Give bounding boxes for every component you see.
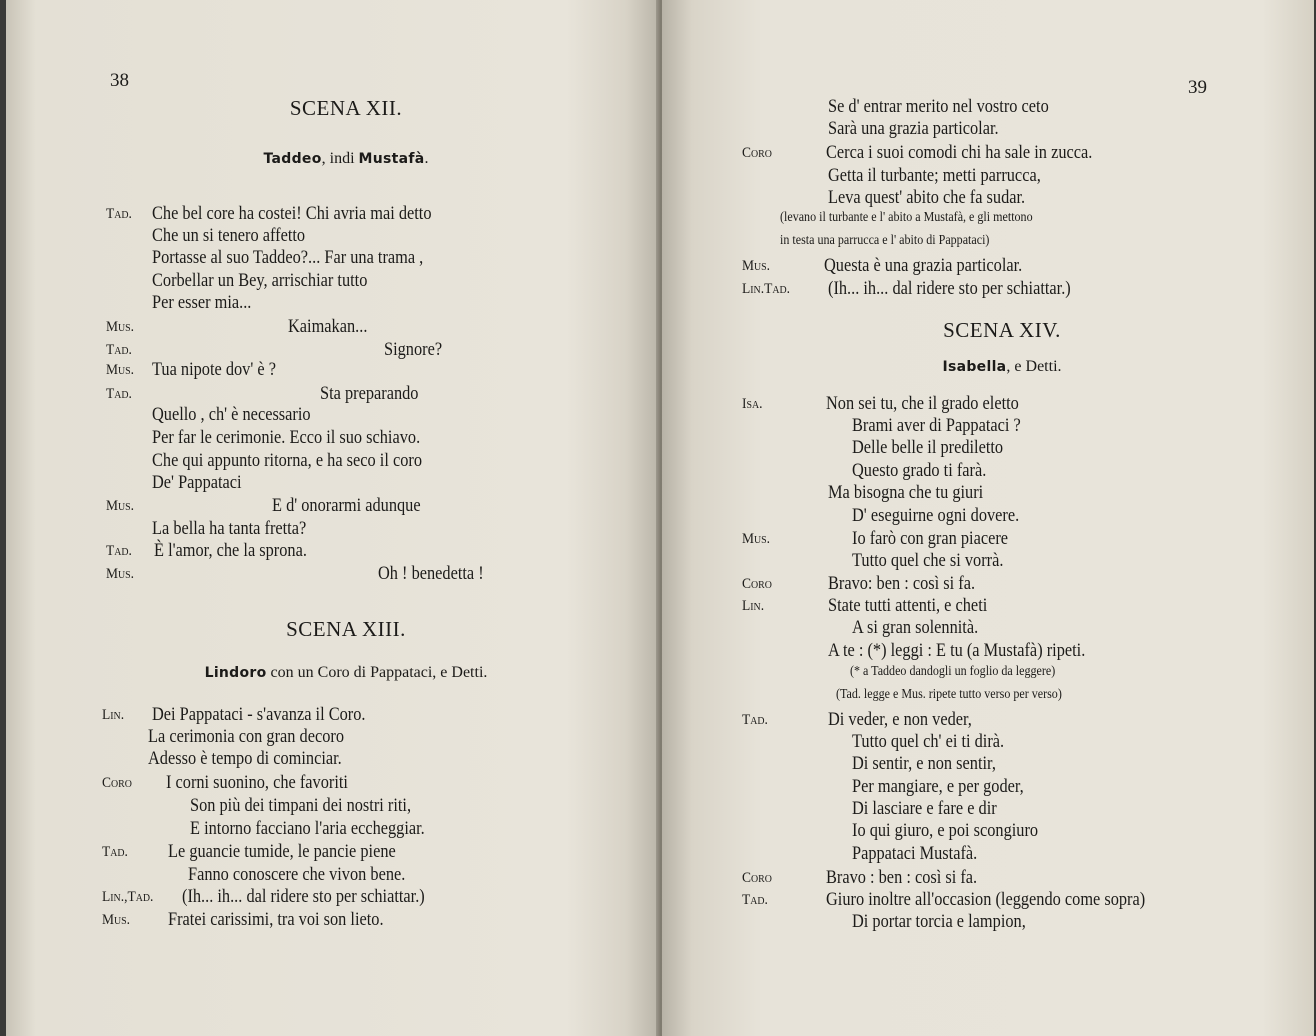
verse-line: Bravo : ben : così si fa. <box>826 867 978 888</box>
verse-line: Tutto quel che si vorrà. <box>852 550 1004 571</box>
speaker-label: Tad. <box>106 342 132 358</box>
verse-line: Questo grado ti farà. <box>852 460 987 481</box>
stage-direction: in testa una parrucca e l' abito di Pappataci) <box>780 233 990 248</box>
speaker-label: Tad. <box>106 386 132 402</box>
page-number-left: 38 <box>110 70 129 91</box>
verse-line: A si gran solennità. <box>852 617 979 638</box>
stage-direction: (Tad. legge e Mus. ripete tutto verso per verso) <box>836 687 1062 702</box>
verse-line: Tua nipote dov' è ? <box>152 359 276 380</box>
cast-text: , e Detti. <box>1006 358 1062 375</box>
speaker-label: Mus. <box>106 362 135 378</box>
speaker-label: Coro <box>742 145 772 161</box>
verse-line: Leva quest' abito che fa sudar. <box>828 187 1026 208</box>
speaker-label: Lin. <box>102 707 125 723</box>
verse-line: Brami aver di Pappataci ? <box>852 415 1021 436</box>
verse-line: Se d' entrar merito nel vostro ceto <box>828 96 1049 117</box>
cast-text: . <box>424 150 429 167</box>
scene-cast <box>862 358 1142 376</box>
verse-line: (Ih... ih... dal ridere sto per schiattar.) <box>182 886 425 907</box>
verse-line: Per far le cerimonie. Ecco il suo schiavo. <box>152 427 421 448</box>
verse-line: E intorno facciano l'aria eccheggiar. <box>190 818 425 839</box>
verse-line: Di lasciare e fare e dir <box>852 798 997 819</box>
speaker-label: Lin. <box>742 598 765 614</box>
verse-line: D' eseguirne ogni dovere. <box>852 505 1020 526</box>
page-number-right: 39 <box>1188 77 1207 98</box>
speaker-label: Lin.,Tad. <box>102 889 154 905</box>
verse-line: Che qui appunto ritorna, e ha seco il coro <box>152 450 422 471</box>
verse-line: Adesso è tempo di cominciar. <box>148 748 342 769</box>
speaker-label: Mus. <box>106 498 135 514</box>
verse-line: State tutti attenti, e cheti <box>828 595 988 616</box>
cast-text: , indi <box>321 150 359 167</box>
stage-direction: (levano il turbante e l' abito a Mustafà, e gli mettono <box>780 210 1033 225</box>
speaker-label: Tad. <box>742 712 768 728</box>
verse-line: Oh ! benedetta ! <box>378 563 484 584</box>
verse-line: Giuro inoltre all'occasion (leggendo come sopra) <box>826 889 1146 910</box>
verse-line: Di sentir, e non sentir, <box>852 753 996 774</box>
verse-line: Dei Pappataci - s'avanza il Coro. <box>152 704 366 725</box>
verse-line: Fratei carissimi, tra voi son lieto. <box>168 909 384 930</box>
verse-line: Delle belle il prediletto <box>852 437 1004 458</box>
speaker-label: Coro <box>742 870 772 886</box>
verse-line: Di veder, e non veder, <box>828 709 972 730</box>
verse-line: Signore? <box>384 339 443 360</box>
speaker-label: Mus. <box>106 319 135 335</box>
verse-line: Io farò con gran piacere <box>852 528 1009 549</box>
cast-name: Isabella <box>942 359 1007 375</box>
verse-line: Sarà una grazia particolar. <box>828 118 999 139</box>
right-page <box>662 0 1314 1036</box>
verse-line: Che un si tenero affetto <box>152 225 306 246</box>
scene-title: SCENA XIV. <box>943 318 1061 342</box>
scene-cast <box>126 664 566 682</box>
verse-line: È l'amor, che la sprona. <box>154 540 307 561</box>
verse-line: Kaimakan... <box>288 316 368 337</box>
verse-line: Pappataci Mustafà. <box>852 843 978 864</box>
verse-line: Questa è una grazia particolar. <box>824 255 1023 276</box>
speaker-label: Mus. <box>102 912 131 928</box>
speaker-label: Lin.Tad. <box>742 281 790 297</box>
speaker-label: Tad. <box>102 844 128 860</box>
scene-title: SCENA XIII. <box>286 617 406 641</box>
verse-line: De' Pappataci <box>152 472 242 493</box>
verse-line: (Ih... ih... dal ridere sto per schiattar.) <box>828 278 1071 299</box>
scene-cast <box>166 150 526 168</box>
verse-line: Cerca i suoi comodi chi ha sale in zucca. <box>826 142 1093 163</box>
cast-name: Lindoro <box>204 665 267 681</box>
verse-line: Sta preparando <box>320 383 419 404</box>
speaker-label: Coro <box>742 576 772 592</box>
cast-name: Mustafà <box>358 151 425 167</box>
verse-line: Ma bisogna che tu giuri <box>828 482 984 503</box>
speaker-label: Mus. <box>742 531 771 547</box>
verse-line: Per esser mia... <box>152 292 252 313</box>
verse-line: Quello , ch' è necessario <box>152 404 311 425</box>
verse-line: Getta il turbante; metti parrucca, <box>828 165 1041 186</box>
cast-name: Taddeo <box>263 151 322 167</box>
verse-line: Portasse al suo Taddeo?... Far una trama , <box>152 247 424 268</box>
cast-text: con un Coro di Pappataci, e Detti. <box>266 664 488 681</box>
verse-line: Tutto quel ch' ei ti dirà. <box>852 731 1005 752</box>
speaker-label: Tad. <box>106 206 132 222</box>
verse-line: Non sei tu, che il grado eletto <box>826 393 1019 414</box>
verse-line: I corni suonino, che favoriti <box>166 772 348 793</box>
verse-line: E d' onorarmi adunque <box>272 495 421 516</box>
verse-line: Le guancie tumide, le pancie piene <box>168 841 396 862</box>
verse-line: La cerimonia con gran decoro <box>148 726 344 747</box>
speaker-label: Tad. <box>106 543 132 559</box>
verse-line: Che bel core ha costei! Chi avria mai detto <box>152 203 432 224</box>
verse-line: Corbellar un Bey, arrischiar tutto <box>152 270 368 291</box>
verse-line: Io qui giuro, e poi scongiuro <box>852 820 1039 841</box>
speaker-label: Coro <box>102 775 132 791</box>
verse-line: A te : (*) leggi : E tu (a Mustafà) ripeti. <box>828 640 1086 661</box>
stage-direction: (* a Taddeo dandogli un foglio da leggere) <box>850 664 1056 679</box>
speaker-label: Mus. <box>106 566 135 582</box>
speaker-label: Isa. <box>742 396 763 412</box>
scene-title: SCENA XII. <box>289 96 403 120</box>
verse-line: Fanno conoscere che vivon bene. <box>188 864 406 885</box>
verse-line: La bella ha tanta fretta? <box>152 518 307 539</box>
verse-line: Bravo: ben : così si fa. <box>828 573 976 594</box>
verse-line: Son più dei timpani dei nostri riti, <box>190 795 412 816</box>
verse-line: Per mangiare, e per goder, <box>852 776 1024 797</box>
speaker-label: Mus. <box>742 258 771 274</box>
left-page <box>6 0 660 1036</box>
verse-line: Di portar torcia e lampion, <box>852 911 1026 932</box>
speaker-label: Tad. <box>742 892 768 908</box>
